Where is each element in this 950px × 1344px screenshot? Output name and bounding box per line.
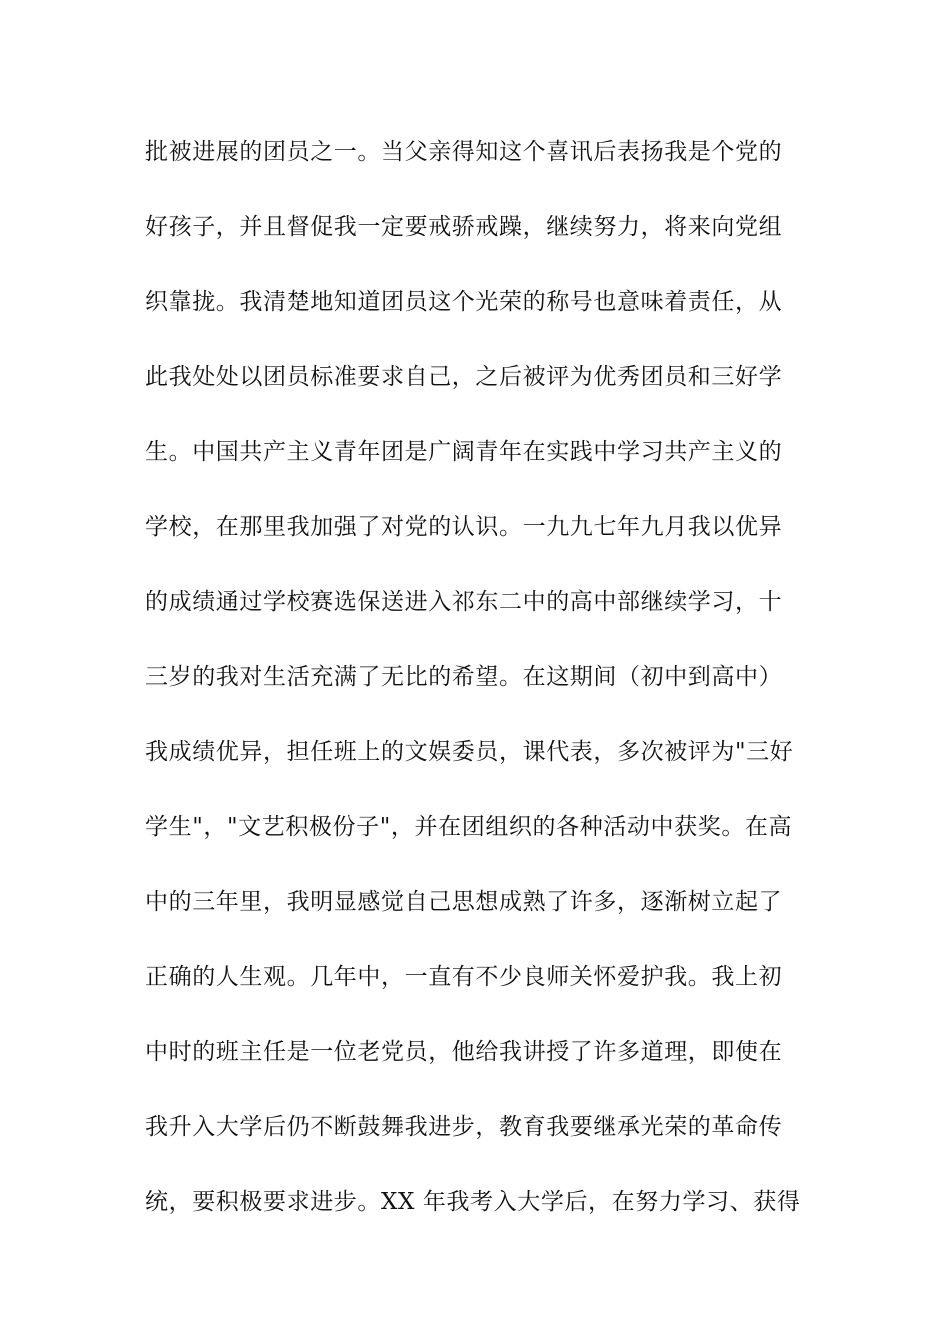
text-line: 正确的人生观。几年中，一直有不少良师关怀爱护我。我上初 bbox=[145, 964, 783, 990]
text-line: 统，要积极要求进步。XX 年我考入大学后，在努力学习、获得 bbox=[145, 1189, 801, 1215]
text-line: 生。中国共产主义青年团是广阔青年在实践中学习共产主义的 bbox=[145, 439, 783, 465]
text-line: 织靠拢。我清楚地知道团员这个光荣的称号也意味着责任，从 bbox=[145, 289, 783, 315]
body-paragraph bbox=[145, 130, 815, 1255]
text-line: 学生"，"文艺积极份子"，并在团组织的各种活动中获奖。在高 bbox=[145, 814, 793, 840]
text-line: 学校，在那里我加强了对党的认识。一九九七年九月我以优异 bbox=[145, 514, 783, 540]
text-line: 三岁的我对生活充满了无比的希望。在这期间（初中到高中） bbox=[145, 664, 783, 690]
text-line: 的成绩通过学校赛选保送进入祁东二中的高中部继续学习，十 bbox=[145, 589, 783, 615]
text-line: 批被进展的团员之一。当父亲得知这个喜讯后表扬我是个党的 bbox=[145, 139, 783, 165]
text-line: 中的三年里，我明显感觉自己思想成熟了许多，逐渐树立起了 bbox=[145, 889, 783, 915]
text-line: 此我处处以团员标准要求自己，之后被评为优秀团员和三好学 bbox=[145, 364, 783, 390]
text-line: 我成绩优异，担任班上的文娱委员，课代表，多次被评为"三好 bbox=[145, 739, 794, 765]
text-line: 我升入大学后仍不断鼓舞我进步，教育我要继承光荣的革命传 bbox=[145, 1114, 783, 1140]
text-line: 好孩子，并且督促我一定要戒骄戒躁，继续努力，将来向党组 bbox=[145, 214, 783, 240]
text-line: 中时的班主任是一位老党员，他给我讲授了许多道理，即使在 bbox=[145, 1039, 783, 1065]
